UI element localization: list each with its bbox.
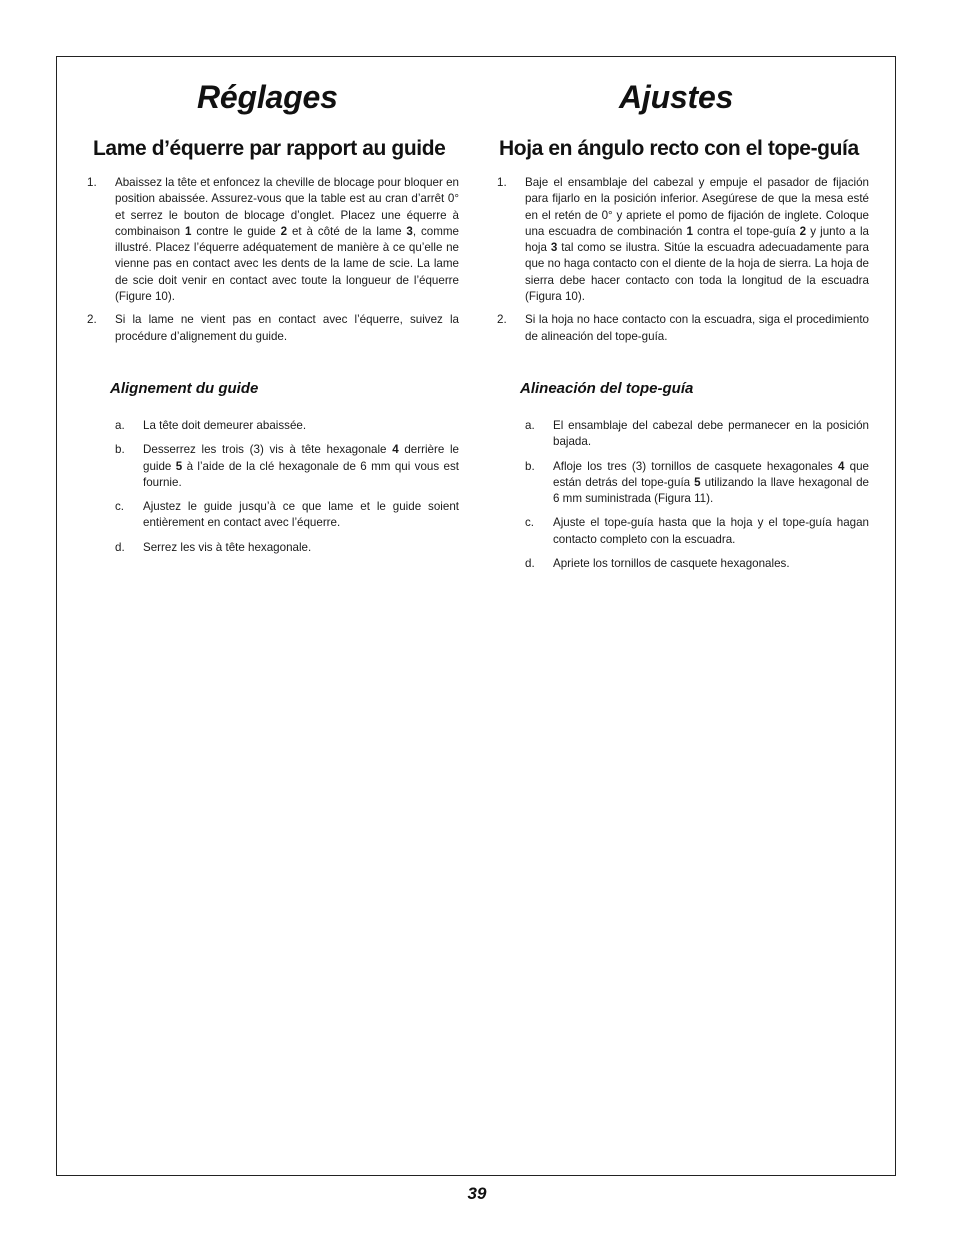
- item-number: 2.: [87, 313, 97, 327]
- list-item: [87, 312, 459, 345]
- item-text: Si la hoja no hace contacto con la escuadra, siga el procedimiento de alineación del tope-guía.: [525, 313, 869, 343]
- section-title-french: Lame d’équerre par rapport au guide: [93, 137, 446, 160]
- item-number: a.: [115, 419, 125, 432]
- item-text: Baje el ensamblaje del cabezal y empuje el pasador de fijación para fijarlo en la posición inferior. Asegúrese de que la mesa esté en el retén de 0° y apriete el pomo de fijación de inglete. Coloque una escuadra de combinación 1 contra el tope-guía 2 y junto a la hoja 3 tal como se ilustra. Sitúe la escuadra adecuadamente para que no haga contacto con el diente de la hoja de sierra. La hoja de sierra debe hacer contacto con toda la longitud de la escuadra (Figura 10).: [525, 176, 870, 304]
- item-text: Desserrez les trois (3) vis à tête hexagonale 4 derrière le guide 5 à l’aide de la clé hexagonale de 6 mm qui vous est fournie.: [143, 443, 460, 489]
- part-reference-number: 2: [280, 224, 288, 238]
- part-reference-number: 1: [686, 224, 693, 238]
- item-text: Ajuste el tope-guía hasta que la hoja y el tope-guía hagan contacto completo con la escuadra.: [553, 516, 869, 546]
- item-text: Abaissez la tête et enfoncez la cheville de blocage pour bloquer en position abaissée. Assurez-vous que la table est au cran d’arrêt 0° et serrez le bouton de blocage d’onglet. Placez une équerre à combinaison 1 contre le guide 2 et à côté de la lame 3, comme illustré. Placez l’équerre adéquatement de manière à ce qu’elle ne vienne pas en contact avec les dents de la lame de scie. La lame de scie doit venir en contact avec toute la longueur de l’équerre (Figure 10).: [115, 176, 459, 304]
- part-reference-number: 4: [392, 443, 399, 457]
- list-item: [115, 540, 459, 556]
- list-item: [525, 515, 869, 548]
- section-title-spanish: Hoja en ángulo recto con el tope-guía: [499, 137, 859, 160]
- item-number: d.: [525, 557, 535, 571]
- page-title-french: Réglages: [197, 79, 338, 115]
- part-reference-number: 1: [184, 224, 192, 238]
- item-text: Afloje los tres (3) tornillos de casquete hexagonales 4 que están detrás del tope-guía 5 utilizando la llave hexagonal de 6 mm suministrada (Figura 11).: [553, 459, 869, 506]
- list-item: [525, 459, 869, 508]
- page-frame: [56, 56, 896, 1176]
- page-number: 39: [467, 1184, 487, 1203]
- list-item: [525, 556, 869, 572]
- part-reference-number: 5: [175, 459, 183, 473]
- item-text: Serrez les vis à tête hexagonale.: [143, 540, 312, 554]
- item-text: Apriete los tornillos de casquete hexagonales.: [553, 557, 790, 571]
- list-item: [525, 418, 869, 451]
- subsection-title-french: Alignement du guide: [110, 380, 259, 397]
- substeps-list-spanish: [525, 418, 869, 580]
- steps-list-spanish: [497, 175, 869, 352]
- item-text: Ajustez le guide jusqu’à ce que lame et le guide soient entièrement en contact avec l’équerre.: [143, 500, 459, 530]
- item-number: a.: [525, 419, 535, 432]
- subsection-title-spanish: Alineación del tope-guía: [520, 380, 694, 397]
- part-reference-number: 3: [550, 241, 558, 255]
- list-item: [497, 312, 869, 345]
- item-number: c.: [115, 500, 125, 514]
- item-number: 1.: [497, 176, 507, 189]
- item-number: c.: [525, 516, 535, 530]
- steps-list-french: [87, 175, 459, 352]
- list-item: [115, 442, 459, 491]
- item-number: 2.: [497, 313, 507, 327]
- item-text: El ensamblaje del cabezal debe permanecer en la posición bajada.: [553, 419, 869, 449]
- part-reference-number: 4: [837, 459, 845, 473]
- list-item: [497, 175, 869, 305]
- item-text: Si la lame ne vient pas en contact avec l’équerre, suivez la procédure d’alignement du guide.: [115, 313, 459, 343]
- item-number: b.: [525, 459, 535, 473]
- substeps-list-french: [115, 418, 459, 564]
- part-reference-number: 2: [799, 224, 807, 238]
- item-text: La tête doit demeurer abaissée.: [143, 419, 307, 432]
- item-number: b.: [115, 443, 125, 457]
- list-item: [115, 418, 459, 434]
- list-item: [115, 499, 459, 532]
- item-number: d.: [115, 540, 125, 554]
- part-reference-number: 5: [694, 475, 701, 489]
- list-item: [87, 175, 459, 305]
- page-title-spanish: Ajustes: [619, 79, 734, 115]
- item-number: 1.: [87, 176, 97, 189]
- part-reference-number: 3: [406, 224, 413, 238]
